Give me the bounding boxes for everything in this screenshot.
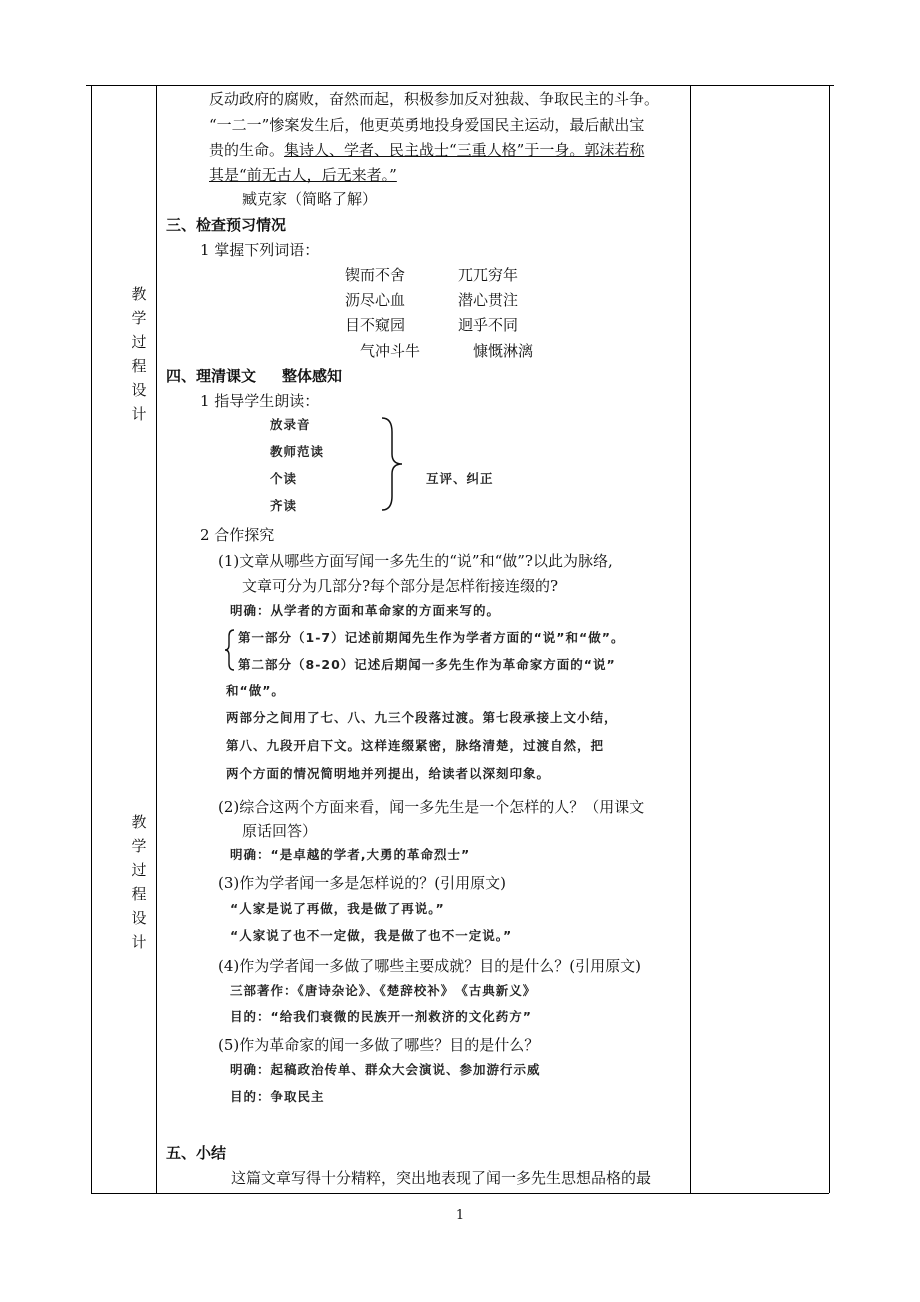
table-left-border — [91, 85, 92, 1193]
question-2: (2)综合这两个方面来看，闻一多先生是一个怎样的人？（用课文 — [218, 798, 645, 816]
table-col-divider-2 — [690, 85, 691, 1193]
answer-1-part-2: 第二部分（8-20）记述后期闻一多先生作为革命家方面的“说” — [238, 657, 616, 672]
question-4: (4)作为学者闻一多做了哪些主要成就？目的是什么？(引用原文) — [218, 957, 641, 975]
sub-heading: 1 掌握下列词语： — [200, 241, 320, 259]
text-line: 其是“前无古人，后无来者。” — [209, 166, 397, 184]
text-line: 贵的生命。集诗人、学者、民主战士“三重人格”于一身。郭沫若称 — [209, 141, 645, 159]
reading-item: 教师范读 — [270, 444, 325, 459]
side-label-top: 教 学 过 程 设 计 — [131, 285, 147, 423]
question-1-cont: 文章可分为几部分?每个部分是怎样衔接连缀的? — [242, 577, 559, 595]
vocab-word: 兀兀穷年 — [458, 266, 519, 284]
vocab-word: 气冲斗牛 — [360, 342, 421, 360]
vocab-word: 潜心贯注 — [458, 291, 519, 309]
sub-heading: 2 合作探究 — [200, 526, 275, 544]
question-1: (1)文章从哪些方面写闻一多先生的“说”和“做”?以此为脉络, — [218, 552, 613, 570]
side-label-bottom: 教 学 过 程 设 计 — [131, 813, 147, 951]
answer-1: 明确：从学者的方面和革命家的方面来写的。 — [230, 603, 501, 618]
table-top-border — [86, 85, 834, 86]
answer-1-part-1: 第一部分（1-7）记述前期闻先生作为学者方面的“说”和“做”。 — [238, 630, 625, 645]
text-line: “一二一”惨案发生后，他更英勇地投身爱国民主运动，最后献出宝 — [209, 116, 645, 134]
question-2-cont: 原话回答） — [242, 822, 318, 840]
text-line: 臧克家（简略了解） — [242, 190, 378, 208]
section-heading: 四、理清课文 整体感知 — [166, 367, 343, 385]
answer-1-transition: 两部分之间用了七、八、九三个段落过渡。第七段承接上文小结， — [226, 710, 618, 725]
vocab-word: 迥乎不同 — [458, 316, 519, 334]
answer-1-part-2-cont: 和“做”。 — [226, 683, 285, 698]
part-brace — [224, 628, 236, 672]
section-heading: 五、小结 — [166, 1144, 227, 1162]
answer-4: 三部著作：《唐诗杂论》、《楚辞校补》 《古典新义》 — [230, 983, 537, 998]
summary-text: 这篇文章写得十分精粹，突出地表现了闻一多先生思想品格的最 — [231, 1169, 652, 1187]
answer-5: 明确：起稿政治传单、群众大会演说、参加游行示威 — [230, 1062, 541, 1077]
question-5: (5)作为革命家的闻一多做了哪些？目的是什么？ — [218, 1036, 540, 1054]
answer-4: 目的：“给我们衰微的民族开一剂救济的文化药方” — [230, 1009, 532, 1024]
reading-item: 个读 — [270, 471, 298, 486]
reading-note: 互评、纠正 — [426, 471, 494, 486]
page-number: 1 — [455, 1208, 465, 1223]
answer-1-transition: 两个方面的情况简明地并列提出，给读者以深刻印象。 — [226, 766, 551, 781]
vocab-word: 目不窥园 — [345, 316, 406, 334]
vocab-word: 沥尽心血 — [345, 291, 406, 309]
answer-5: 目的：争取民主 — [230, 1089, 325, 1104]
table-col-divider-1 — [156, 85, 157, 1193]
vocab-word: 慷慨淋漓 — [473, 342, 534, 360]
table-right-border — [829, 85, 830, 1193]
text-line: 反动政府的腐败，奋然而起，积极参加反对独裁、争取民主的斗争。 — [209, 90, 660, 108]
reading-item: 放录音 — [270, 417, 311, 432]
answer-1-transition: 第八、九段开启下文。这样连缀紧密，脉络清楚，过渡自然，把 — [226, 738, 605, 753]
table-bottom-border — [91, 1193, 829, 1194]
answer-2: 明确：“是卓越的学者,大勇的革命烈士” — [230, 847, 471, 862]
sub-heading: 1 指导学生朗读： — [200, 392, 320, 410]
answer-3: “人家说了也不一定做，我是做了也不一定说。” — [230, 928, 513, 943]
reading-brace — [380, 416, 404, 512]
answer-3: “人家是说了再做，我是做了再说。” — [230, 901, 445, 916]
reading-item: 齐读 — [270, 498, 298, 513]
section-heading: 三、检查预习情况 — [166, 216, 287, 234]
vocab-word: 锲而不舍 — [345, 266, 406, 284]
question-3: (3)作为学者闻一多是怎样说的？(引用原文) — [218, 874, 506, 892]
